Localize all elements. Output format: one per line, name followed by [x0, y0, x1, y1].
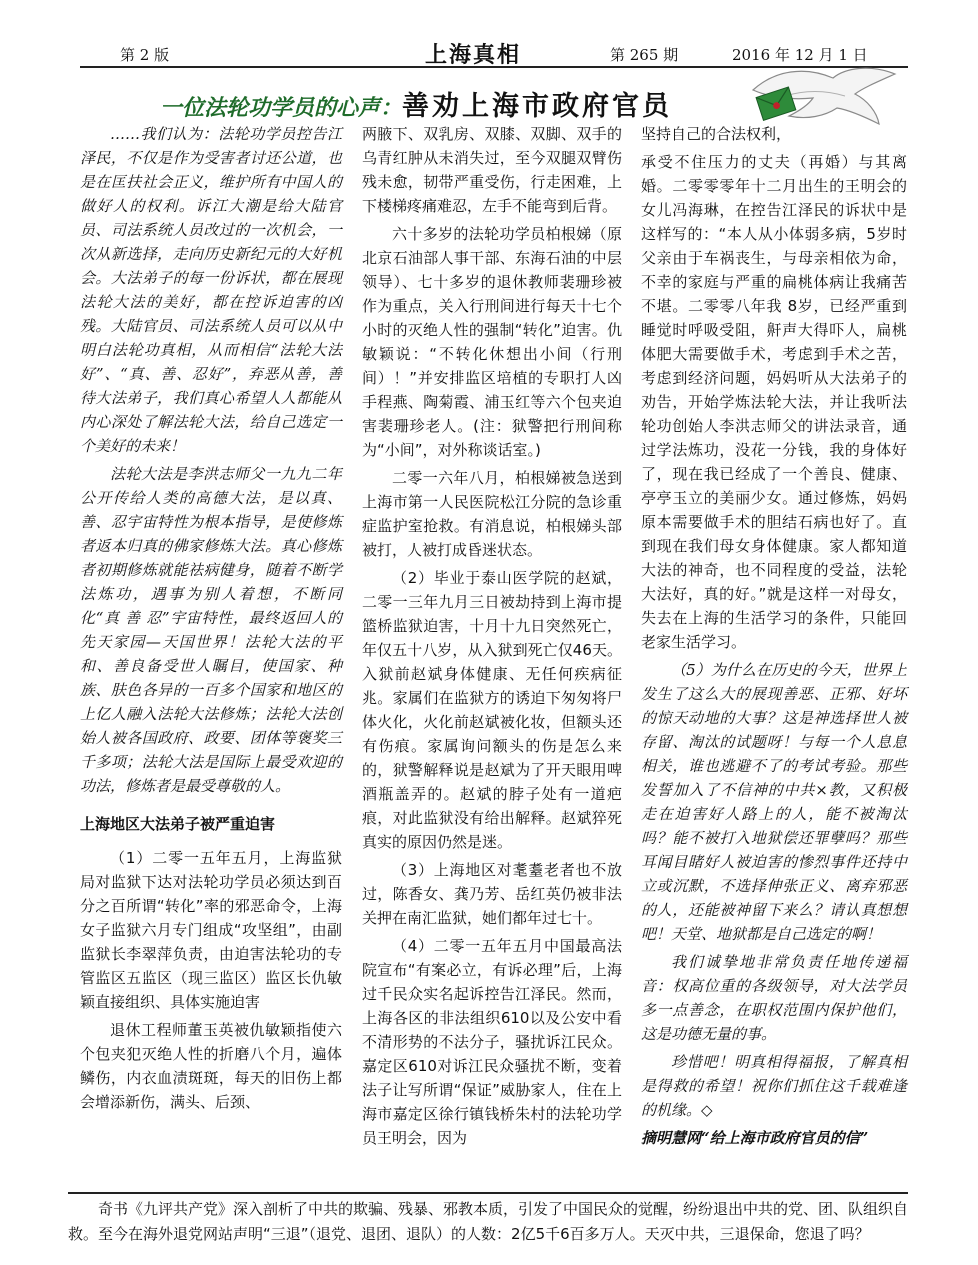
paragraph: 六十多岁的法轮功学员柏根娣（原北京石油部人事干部、东海石油的中层领导）、七十多岁的退休教师裴珊珍被作为重点，关入行刑间进行每天十七个小时的灭绝人性的强制“转化”迫害。仇敏颖说：“不转化休想出小间（行刑间）！”并安排监区培植的专职打人凶手程燕、陶菊霞、浦玉红等六个包夹迫害裴珊珍老人。(注：狱警把行刑间称为“小间”，对外称谈话室。) — [362, 225, 622, 459]
column-2 — [362, 122, 622, 1154]
column-3 — [641, 122, 907, 1154]
paragraph: （4）二零一五年五月中国最高法院宣布“有案必立，有诉必理”后，上海过千民众实名起诉控告江泽民。然而，上海各区的非法组织610以及公安中看不清形势的不法分子，骚扰诉江民众。嘉定区610对诉江民众骚扰不断，变着法子让写所谓“保证”威胁家人，住在上海市嘉定区徐行镇钱桥朱村的法轮功学员王明会，因为 — [362, 937, 622, 1147]
source-credit: 摘明慧网“给上海市政府官员的信” — [641, 1129, 869, 1147]
paragraph: 二零一六年八月，柏根娣被急送到上海市第一人民医院松江分院的急诊重症监护室抢救。有消息说，柏根娣头部被打，人被打成昏迷状态。 — [362, 469, 622, 559]
paragraph: 法轮大法是李洪志师父一九九二年公开传给人类的高德大法，是以真、善、忍宇宙特性为根本指导，是使修炼者返本归真的佛家修炼大法。真心修炼者初期修炼就能祛病健身，随着不断学法炼功，遇事为别人着想，不断同化“真 善 忍”宇宙特性，最终返回人的先天家园—天国世界！法轮大法的平和、善良备受世人瞩目，使国家、种族、肤色各异的一百多个国家和地区的上亿人融入法轮大法修炼；法轮大法创始人被各国政府、政要、团体等褒奖三千多项；法轮大法是国际上最受欢迎的功法，修炼者是最受尊敬的人。 — [80, 465, 342, 795]
paragraph: 承受不住压力的丈夫（再婚）与其离婚。二零零零年十二月出生的王明会的女儿冯海琳，在控告江泽民的诉状中是这样写的：“本人从小体弱多病，5岁时父亲由于车祸丧生，与母亲相依为命，不幸的家庭与严重的扁桃体病让我痛苦不堪。二零零八年我 8岁，已经严重到睡觉时呼吸受阻，鼾声大得吓人，扁桃体肥大需要做手术，考虑到手术之苦，考虑到经济问题，妈妈听从大法弟子的劝告，开始学炼法轮大法，并让我听法轮功创始人李洪志师父的讲法录音，通过学法炼功，没花一分钱，我的身体好了，现在我已经成了一个善良、健康、亭亭玉立的美丽少女。通过修炼，妈妈原本需要做手术的胆结石病也好了。直到现在我们母女身体健康。家人都知道大法的神奇，也不同程度的受益，法轮大法好，真的好。”就是这样一对母女，失去在上海的生活学习的条件，只能回老家生活学习。 — [641, 153, 907, 651]
title-part1: 一位法轮功学员的心声： — [160, 96, 403, 121]
paragraph: 两腋下、双乳房、双膝、双脚、双手的乌青红肿从未消失过，至今双腿双臂伤残未愈，韧带严重受伤，行走困难，上下楼梯疼痛难忍，左手不能弯到后背。 — [362, 125, 622, 215]
paragraph: ……我们认为：法轮功学员控告江泽民，不仅是作为受害者讨还公道，也是在匡扶社会正义，维护所有中国人的做好人的权利。诉江大潮是给大陆官员、司法系统人员改过的一次机会，一次从新选择，走向历史新纪元的大好机会。大法弟子的每一份诉状，都在展现法轮大法的美好，都在控诉迫害的凶残。大陆官员、司法系统人员可以从中明白法轮功真相，从而相信“法轮大法好”、“真、善、忍好”，弃恶从善，善待大法弟子，我们真心希望人人都能从内心深处了解法轮大法，给自己选定一个美好的未来！ — [80, 125, 342, 455]
section-heading: 上海地区大法弟子被严重迫害 — [80, 815, 276, 833]
paragraph: （3）上海地区对耄耋老者也不放过，陈香女、龚乃芳、岳红英仍被非法关押在南汇监狱，她们都年过七十。 — [362, 861, 622, 927]
footer-notice: 奇书《九评共产党》深入剖析了中共的欺骗、残暴、邪教本质，引发了中国民众的觉醒，纷纷退出中共的党、团、队组织自救。至今在海外退党网站声明“三退”（退党、退团、退队）的人数：2亿5千6百多万人。天灭中共，三退保命，您退了吗？ — [68, 1192, 908, 1257]
masthead: 上海真相 — [425, 42, 522, 68]
title-text — [160, 84, 672, 123]
title-part2: 善劝上海市政府官员 — [402, 91, 673, 122]
paragraph: 我们诚挚地非常负责任地传递福音：权高位重的各级领导，对大法学员多一点善念，在职权范围内保护他们，这是功德无量的事。 — [641, 953, 907, 1043]
issue-number: 第 265 期 — [610, 46, 679, 64]
paragraph: 坚持自己的合法权利， — [641, 125, 792, 143]
edition-label: 第 2 版 — [120, 46, 170, 64]
paragraph: 珍惜吧！明真相得福报，了解真相是得救的希望！祝你们抓住这千载难逢的机缘。◇ — [641, 1053, 907, 1119]
column-1 — [80, 122, 342, 1118]
issue-date: 2016 年 12 月 1 日 — [732, 46, 868, 64]
paragraph: （1）二零一五年五月，上海监狱局对监狱下达对法轮功学员必须达到百分之百所谓“转化”率的邪恶命令，上海女子监狱六月专门组成“攻坚组”，由副监狱长李翠萍负责，由迫害法轮功的专管监区五监区（现三监区）监区长仇敏颖直接组织、具体实施迫害 — [80, 849, 342, 1011]
paragraph: （2）毕业于泰山医学院的赵斌，二零一三年九月三日被劫持到上海市提篮桥监狱迫害，十月十九日突然死亡，年仅五十八岁，从入狱到死亡仅46天。入狱前赵斌身体健康、无任何疾病征兆。家属们在监狱方的诱迫下匆匆将尸体火化，火化前赵斌被化妆，但额头还有伤痕。家属询问额头的伤是怎么来的，狱警解释说是赵斌为了开天眼用啤酒瓶盖弄的。赵斌的脖子处有一道疤痕，对此监狱没有给出解释。赵斌猝死真实的原因仍然是迷。 — [362, 569, 622, 851]
paragraph: 退休工程师董玉英被仇敏颖指使六个包夹犯灭绝人性的折磨八个月，遍体鳞伤，内衣血渍斑斑，每天的旧伤上都会增添新伤，满头、后颈、 — [80, 1021, 342, 1111]
paragraph: （5）为什么在历史的今天，世界上发生了这么大的展现善恶、正邪、好坏的惊天动地的大事？这是神选择世人被存留、淘汰的试题呀！与每一个人息息相关，谁也逃避不了的考试考验。那些发誓加入了不信神的中共×教，又积极走在迫害好人路上的人，能不被淘汰吗？能不被打入地狱偿还罪孽吗？那些耳闻目睹好人被迫害的惨烈事件还持中立或沉默，不选择伸张正义、离弃邪恶的人，还能被神留下来么？请认真想想吧！天堂、地狱都是自己选定的啊！ — [641, 661, 907, 943]
